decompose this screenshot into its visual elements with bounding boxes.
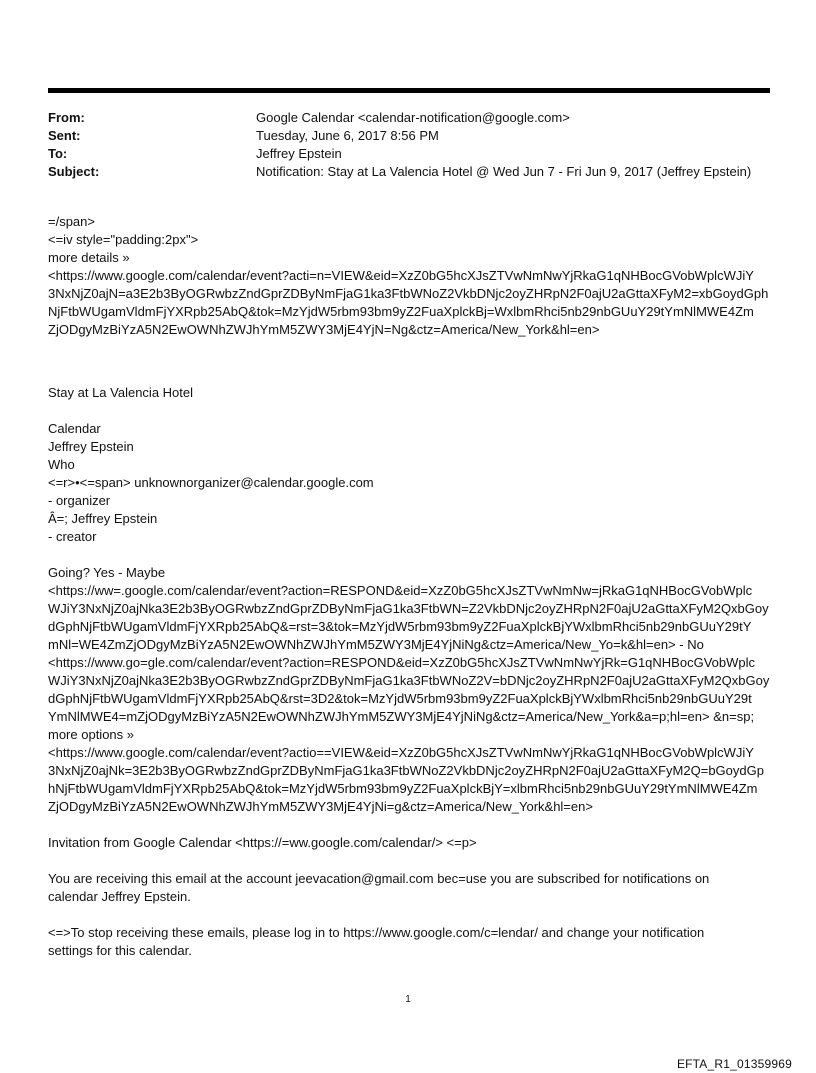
text-line: Who (48, 457, 75, 472)
rsvp-block (48, 564, 778, 816)
calendar-block (48, 420, 778, 546)
text-line: <=r>•<=span> unknownorganizer@calendar.google.com (48, 475, 374, 490)
event-title: Stay at La Valencia Hotel (48, 385, 194, 400)
text-line: <=iv style="padding:2px"> (48, 232, 199, 247)
details-block (48, 213, 778, 339)
text-line: dGphNjFtbWUgamVldmFjYXRpb25AbQ&=rst=3&tok=MzYjdW5rbm93bm9yZ2FuaXplckBjYWxlbmRhci5nb29nbGUuY29tY (48, 619, 752, 634)
header-label: Subject: (48, 164, 100, 179)
text-line: more details » (48, 250, 130, 265)
header-value: Tuesday, June 6, 2017 8:56 PM (256, 128, 439, 143)
text-line: dGphNjFtbWUgamVldmFjYXRpb25AbQ&rst=3D2&tok=MzYjdW5rbm93bm9yZ2FuaXplckBjYWxlbmRhci5nb29nbGUuY29t (48, 691, 752, 706)
header-row (48, 127, 751, 145)
header-label: To: (48, 146, 68, 161)
text-line: NjFtbWUgamVldmFjYXRpb25AbQ&tok=MzYjdW5rbm93bm9yZ2FuaXplckBj=WxlbmRhci5nb29nbGUuY29tYmNlMWE4Zm (48, 304, 754, 319)
text-line: You are receiving this email at the account jeevacation@gmail.com bec=use you are subscribed for notifications on (48, 871, 710, 886)
text-line: hNjFtbWUgamVldmFjYXRpb25AbQ&tok=MzYjdW5rbm93bm9yZ2FuaXplckBjY=xlbmRhci5nb29nbGUuY29tYmNlMWE4Zm (48, 781, 758, 796)
header-label: Sent: (48, 128, 81, 143)
page-number: 1 (405, 994, 411, 1005)
header-value: Google Calendar <calendar-notification@google.com> (256, 110, 570, 125)
unsubscribe-notice (48, 924, 778, 960)
text-line: <https://www.google.com/calendar/event?acti=n=VIEW&eid=XzZ0bG5hcXJsZTVwNmNwYjRkaG1qNHBocGVobWplcWJiY (48, 268, 754, 283)
document-id: EFTA_R1_01359969 (676, 1057, 792, 1071)
text-line: <https://www.google.com/calendar/event?actio==VIEW&eid=XzZ0bG5hcXJsZTVwNmNwYjRkaG1qNHBocGVobWplcWJiY (48, 745, 754, 760)
account-notice (48, 870, 778, 906)
header-value: Jeffrey Epstein (256, 146, 342, 161)
header-row (48, 163, 751, 181)
text-line: <https://ww=.google.com/calendar/event?action=RESPOND&eid=XzZ0bG5hcXJsZTVwNmNw=jRkaG1qNHBocGVobWplc (48, 583, 753, 598)
text-line: 3NxNjZ0ajNk=3E2b3ByOGRwbzZndGprZDByNmFjaG1ka3FtbWNoZ2VkbDNjc2oyZHRpN2F0ajU2aGttaXFyM2Q=bGoydGp (48, 763, 764, 778)
text-line: =/span> (48, 214, 95, 229)
text-line: - organizer (48, 493, 111, 508)
header-row (48, 145, 751, 163)
text-line: 3NxNjZ0ajN=a3E2b3ByOGRwbzZndGprZDByNmFjaG1ka3FtbWNoZ2VkbDNjc2oyZHRpN2F0ajU2aGttaXFyM2=xbGoydGph (48, 286, 769, 301)
text-line: Going? Yes - Maybe (48, 565, 166, 580)
text-line: calendar Jeffrey Epstein. (48, 889, 191, 904)
text-line: Jeffrey Epstein (48, 439, 134, 454)
text-line: settings for this calendar. (48, 943, 192, 958)
text-line: Calendar (48, 421, 101, 436)
text-line: mNl=WE4ZmZjODgyMzBiYzA5N2EwOWNhZWJhYmM5ZWY3MjE4YjNiNg&ctz=America/New_Yo=k&hl=en> - No (48, 637, 704, 652)
text-line: - creator (48, 529, 97, 544)
text-line: WJiY3NxNjZ0ajNka3E2b3ByOGRwbzZndGprZDByNmFjaG1ka3FtbWNoZ2V=bDNjc2oyZHRpN2F0ajU2aGttaXFyM2QxbGoy (48, 673, 770, 688)
email-body (48, 213, 778, 960)
text-line: YmNlMWE4=mZjODgyMzBiYzA5N2EwOWNhZWJhYmM5ZWY3MjE4YjNiNg&ctz=America/New_York&a=p;hl=en> &n=sp; (48, 709, 755, 724)
header-label: From: (48, 110, 85, 125)
header-value: Notification: Stay at La Valencia Hotel @ Wed Jun 7 - Fri Jun 9, 2017 (Jeffrey Epstein) (256, 164, 752, 179)
header-rule (48, 88, 770, 93)
text-line: ZjODgyMzBiYzA5N2EwOWNhZWJhYmM5ZWY3MjE4YjNi=g&ctz=America/New_York&hl=en> (48, 799, 593, 814)
text-line: <=>To stop receiving these emails, please log in to https://www.google.com/c=lendar/ and change your notification (48, 925, 705, 940)
text-line: Â=; Jeffrey Epstein (48, 511, 158, 526)
header-row (48, 109, 751, 127)
invitation-line: Invitation from Google Calendar <https://=ww.google.com/calendar/> <=p> (48, 835, 477, 850)
email-header (48, 109, 751, 181)
text-line: <https://www.go=gle.com/calendar/event?action=RESPOND&eid=XzZ0bG5hcXJsZTVwNmNwYjRk=G1qNHBocGVobWplc (48, 655, 755, 670)
text-line: more options » (48, 727, 134, 742)
text-line: WJiY3NxNjZ0ajNka3E2b3ByOGRwbzZndGprZDByNmFjaG1ka3FtbWN=Z2VkbDNjc2oyZHRpN2F0ajU2aGttaXFyM2QxbGoy (48, 601, 769, 616)
text-line: ZjODgyMzBiYzA5N2EwOWNhZWJhYmM5ZWY3MjE4YjN=Ng&ctz=America/New_York&hl=en> (48, 322, 600, 337)
